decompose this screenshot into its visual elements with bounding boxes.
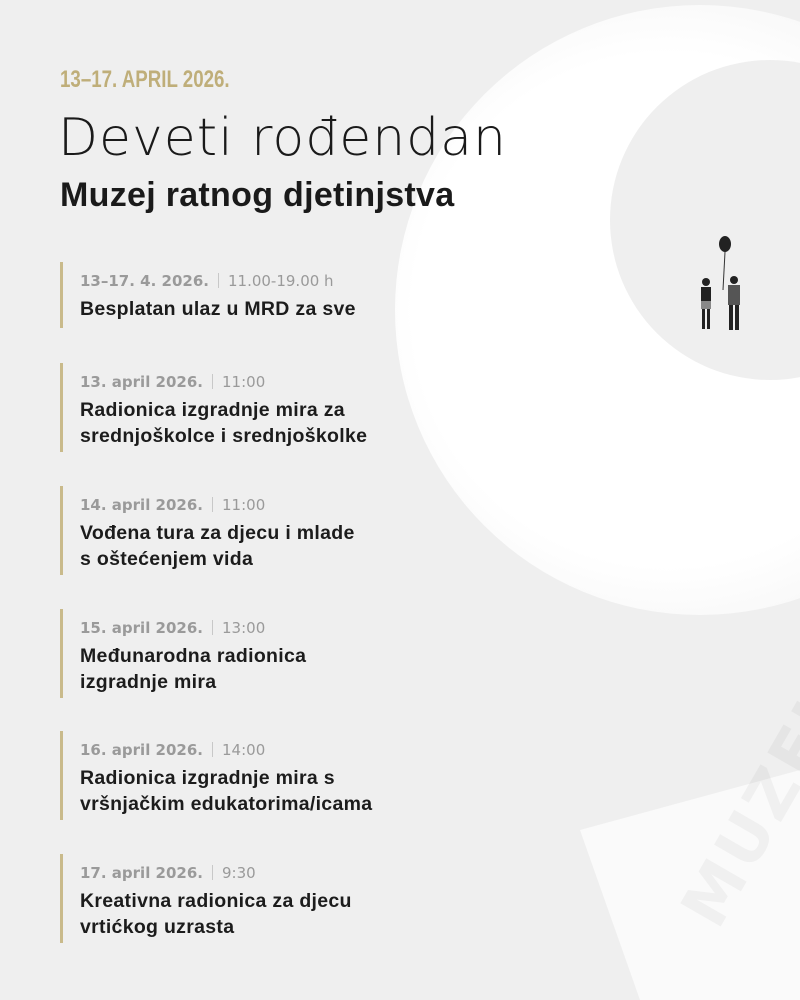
event-dates-heading: 13–17. APRIL 2026. — [60, 66, 230, 93]
event-title: Vođena tura za djecu i mlade s oštećenjem vida — [80, 522, 355, 570]
event-item — [60, 854, 352, 943]
event-item — [60, 486, 355, 575]
page-title: Deveti rođendan — [58, 108, 508, 168]
event-date: 16. april 2026. — [80, 741, 204, 759]
divider — [218, 273, 219, 288]
page-subtitle: Muzej ratnog djetinjstva — [60, 176, 455, 214]
event-title: Besplatan ulaz u MRD za sve — [80, 298, 356, 320]
event-time: 9:30 — [222, 864, 256, 882]
divider — [212, 742, 213, 757]
event-time: 11:00 — [222, 373, 266, 391]
event-title: Kreativna radionica za djecu vrtićkog uzrasta — [80, 890, 352, 938]
event-title: Radionica izgradnje mira s vršnjačkim edukatorima/icama — [80, 767, 373, 815]
event-date: 17. april 2026. — [80, 864, 204, 882]
event-item — [60, 609, 306, 698]
event-time: 14:00 — [222, 741, 266, 759]
event-date: 13. april 2026. — [80, 373, 204, 391]
divider — [212, 374, 213, 389]
event-item — [60, 262, 356, 328]
event-date: 15. april 2026. — [80, 619, 204, 637]
event-date: 13–17. 4. 2026. — [80, 272, 209, 290]
event-title: Međunarodna radionica izgradnje mira — [80, 645, 307, 693]
divider — [212, 865, 213, 880]
event-time: 11.00-19.00 h — [227, 272, 334, 290]
event-time: 13:00 — [222, 619, 266, 637]
event-date: 14. april 2026. — [80, 496, 204, 514]
children-with-balloon-illustration — [692, 232, 752, 332]
event-item — [60, 363, 367, 452]
divider — [212, 620, 213, 635]
event-time: 11:00 — [222, 496, 266, 514]
event-item — [60, 731, 372, 820]
event-title: Radionica izgradnje mira za srednjoškolce i srednjoškolke — [80, 399, 368, 447]
divider — [212, 497, 213, 512]
